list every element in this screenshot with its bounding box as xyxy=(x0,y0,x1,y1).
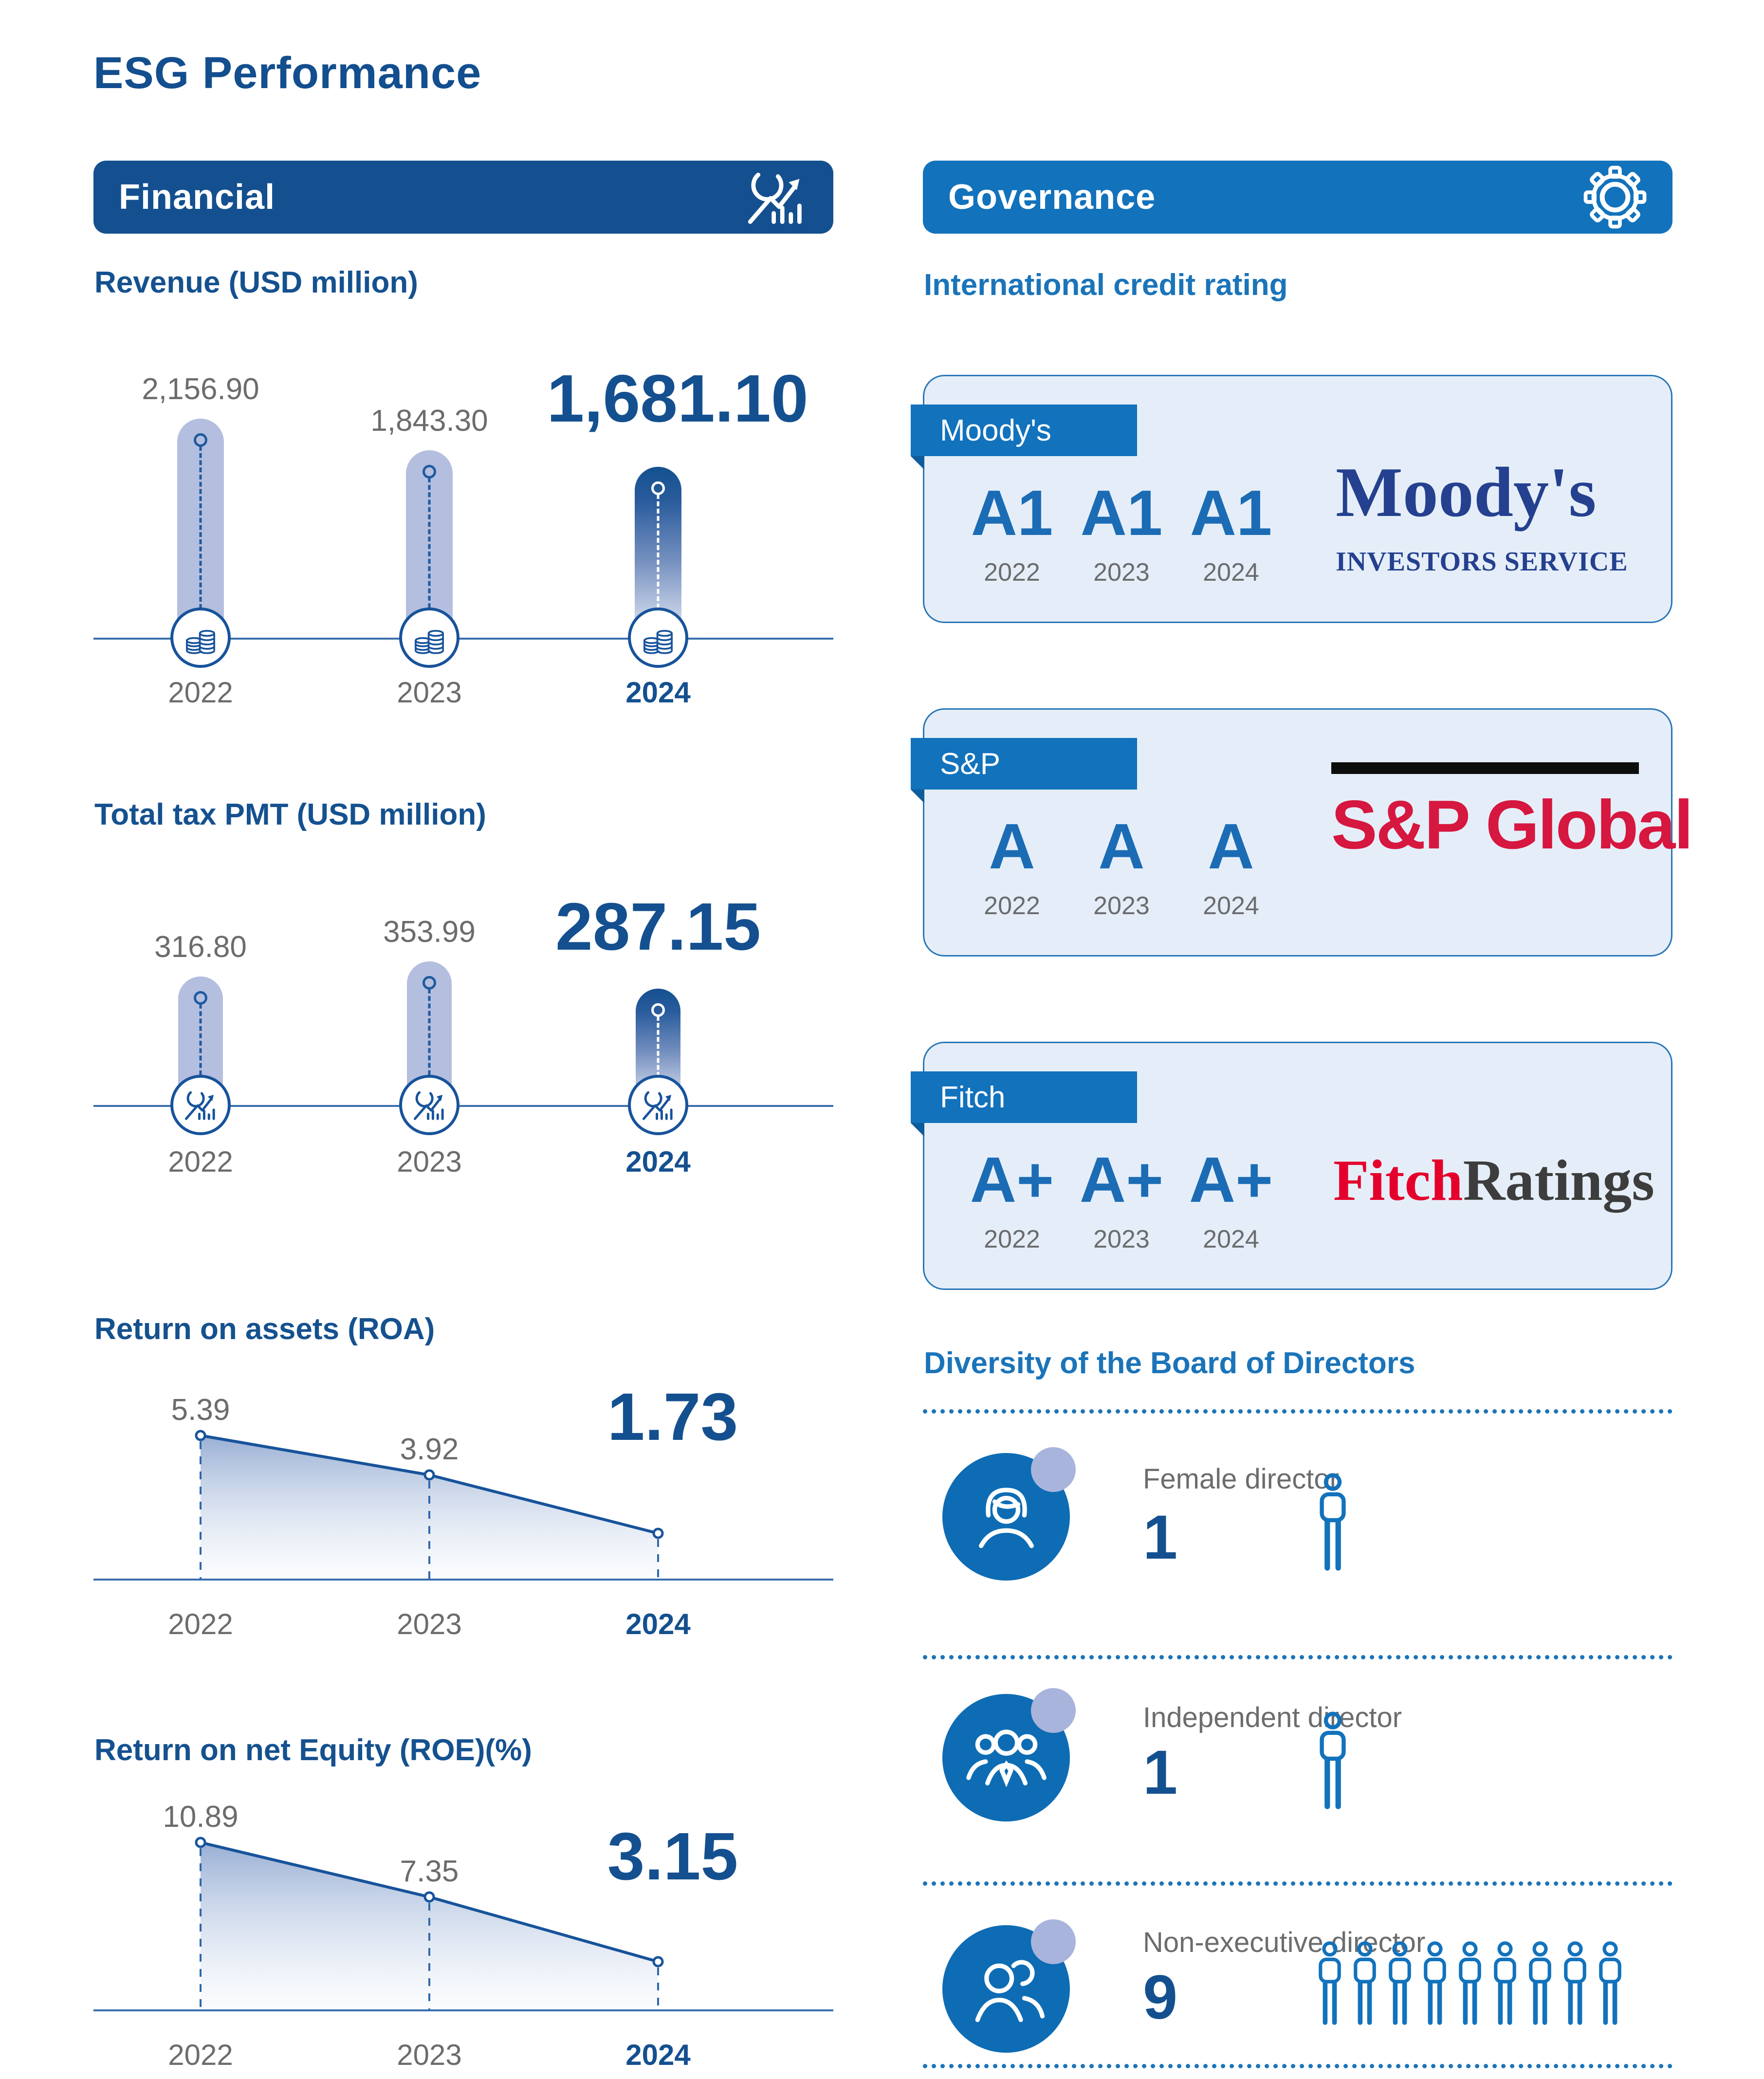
rating-year: 2023 xyxy=(1093,558,1150,587)
sp-logo-bar xyxy=(1331,762,1639,774)
pictogram-group xyxy=(1312,1711,1353,1813)
rating-card-tab-label: Fitch xyxy=(940,1080,1006,1114)
marker-circle xyxy=(170,1075,231,1135)
rating-grade-block-2022 xyxy=(959,477,1065,587)
year-label-2022: 2022 xyxy=(168,1608,233,1640)
rating-grade: A xyxy=(1098,810,1145,882)
dotted-separator xyxy=(923,1881,1672,1886)
tab-fold xyxy=(911,1123,924,1137)
value-label: 1,843.30 xyxy=(370,404,488,438)
rating-year: 2022 xyxy=(984,1225,1040,1253)
diversity-row-independent xyxy=(923,1684,1672,1859)
rating-year: 2022 xyxy=(984,558,1040,587)
year-label-2024: 2024 xyxy=(625,1145,691,1178)
rating-grade: A1 xyxy=(1190,477,1272,549)
governance-banner-label: Governance xyxy=(948,178,1156,217)
chart-revenue xyxy=(93,312,833,711)
rating-year: 2024 xyxy=(1203,1225,1259,1253)
diversity-label: Non-executive director xyxy=(1143,1927,1426,1958)
diversity-count: 1 xyxy=(1143,1738,1178,1807)
moodys-logo-wordmark: Moody's xyxy=(1336,453,1597,532)
person-icon xyxy=(1488,1941,1523,2028)
coins-icon xyxy=(183,620,219,656)
chart-title-roa: Return on assets (ROA) xyxy=(94,1312,435,1346)
marker-ring xyxy=(194,433,207,447)
diversity-row-female xyxy=(923,1443,1672,1619)
rating-year: 2024 xyxy=(1203,892,1259,920)
person-icon xyxy=(1312,1711,1353,1813)
value-label-highlight: 1.73 xyxy=(607,1380,738,1454)
tab-fold xyxy=(911,790,924,803)
person-icon xyxy=(1347,1941,1382,2028)
chart-title-revenue: Revenue (USD million) xyxy=(94,266,418,299)
value-label-highlight: 1,681.10 xyxy=(547,361,808,436)
rating-year: 2024 xyxy=(1203,558,1259,587)
marker-ring xyxy=(423,976,436,990)
rating-grade-block-2022 xyxy=(959,810,1065,920)
rating-grade-block-2024 xyxy=(1178,1144,1284,1254)
year-label-2023: 2023 xyxy=(397,2039,462,2071)
fitch-logo-part1: Fitch xyxy=(1333,1148,1463,1213)
diversity-heading: Diversity of the Board of Directors xyxy=(924,1346,1415,1380)
year-label-2022: 2022 xyxy=(168,2039,233,2071)
rating-year: 2023 xyxy=(1093,892,1150,920)
value-label: 2,156.90 xyxy=(142,372,259,406)
person-icon xyxy=(1558,1941,1593,2028)
governance-banner xyxy=(923,161,1672,234)
person-icon xyxy=(1523,1941,1558,2028)
moodys-logo xyxy=(1336,453,1628,577)
chart-roa xyxy=(93,1353,833,1645)
chart-icon xyxy=(640,1087,676,1123)
year-label-2023: 2023 xyxy=(397,1608,462,1640)
page-title: ESG Performance xyxy=(93,48,482,98)
chart-title-roe: Return on net Equity (ROE)(%) xyxy=(94,1733,532,1767)
rating-grade: A xyxy=(1208,810,1254,882)
financial-banner xyxy=(93,161,833,234)
year-label-2024: 2024 xyxy=(625,1608,691,1640)
value-label: 3.92 xyxy=(400,1433,459,1466)
financial-column xyxy=(93,0,833,2079)
marker-ring xyxy=(651,1003,665,1017)
chart-roe xyxy=(93,1774,833,2076)
marker-ring xyxy=(651,481,665,495)
avatar-accent-dot xyxy=(1031,1919,1076,1964)
diversity-label: Independent director xyxy=(1143,1702,1402,1733)
value-label: 353.99 xyxy=(383,915,476,949)
marker-ring xyxy=(194,991,207,1005)
rating-card-tab xyxy=(911,738,1137,790)
rating-grade-block-2023 xyxy=(1069,1144,1174,1254)
marker-circle xyxy=(628,607,688,668)
rating-grade-block-2024 xyxy=(1178,477,1284,587)
diversity-count: 1 xyxy=(1143,1503,1178,1572)
moodys-logo-subtext: INVESTORS SERVICE xyxy=(1336,547,1628,577)
coins-icon xyxy=(411,620,447,656)
governance-column xyxy=(923,0,1692,2079)
rating-card-moodys xyxy=(923,375,1672,623)
pictogram-group xyxy=(1312,1472,1353,1575)
coins-icon xyxy=(640,620,676,656)
rating-grade: A1 xyxy=(971,477,1053,549)
dotted-separator xyxy=(923,1655,1672,1659)
value-label-highlight: 3.15 xyxy=(607,1819,738,1894)
rating-grade-block-2024 xyxy=(1178,810,1284,920)
chart-tax xyxy=(93,842,833,1183)
fitch-ratings-logo xyxy=(1333,1148,1655,1213)
rating-year: 2023 xyxy=(1093,1225,1150,1253)
credit-rating-heading: International credit rating xyxy=(924,268,1288,302)
gear-icon xyxy=(1583,165,1647,229)
rating-card-tab-label: S&P xyxy=(940,747,1001,781)
rating-grade-block-2023 xyxy=(1069,477,1174,587)
marker-circle xyxy=(399,1075,459,1135)
marker-circle xyxy=(628,1075,688,1135)
rating-card-fitch xyxy=(923,1042,1672,1290)
year-label-2023: 2023 xyxy=(397,676,462,709)
avatar-accent-dot xyxy=(1031,1447,1076,1492)
chart-icon xyxy=(183,1087,219,1123)
person-icon xyxy=(1452,1941,1488,2028)
value-label: 5.39 xyxy=(171,1393,230,1427)
year-label-2024: 2024 xyxy=(625,2039,691,2071)
avatar-accent-dot xyxy=(1031,1688,1076,1733)
value-label: 316.80 xyxy=(154,930,247,964)
rating-card-sp xyxy=(923,708,1692,957)
sp-logo-wordmark: S&P Global xyxy=(1331,786,1692,864)
rating-grade: A xyxy=(989,810,1035,882)
rating-card-tab xyxy=(911,405,1137,456)
financial-banner-label: Financial xyxy=(119,178,276,217)
rating-card-tab xyxy=(911,1071,1137,1123)
person-icon xyxy=(1417,1941,1452,2028)
year-label-2022: 2022 xyxy=(168,676,233,709)
rating-grade: A+ xyxy=(1079,1144,1164,1215)
tab-fold xyxy=(911,456,924,470)
rating-grade: A+ xyxy=(1189,1144,1273,1215)
value-label: 7.35 xyxy=(400,1855,459,1888)
marker-circle xyxy=(399,607,459,668)
chart-icon xyxy=(411,1087,447,1123)
person-icon xyxy=(1312,1472,1353,1575)
gear-icon xyxy=(1583,165,1647,229)
fitch-logo-wordmark xyxy=(1333,1148,1655,1213)
growth-chart-icon xyxy=(744,165,808,229)
diversity-label: Female director xyxy=(1143,1463,1339,1495)
person-icon xyxy=(1593,1941,1628,2028)
marker-circle xyxy=(170,607,231,668)
person-icon xyxy=(1382,1941,1417,2028)
chart-icon xyxy=(744,165,808,229)
diversity-count: 9 xyxy=(1143,1963,1178,2032)
rating-grade: A1 xyxy=(1080,477,1163,549)
person-icon xyxy=(1312,1941,1347,2028)
year-label-2023: 2023 xyxy=(397,1145,462,1178)
rating-card-tab-label: Moody's xyxy=(940,413,1051,447)
marker-ring xyxy=(423,465,436,478)
bar-2022 xyxy=(177,419,224,638)
value-label: 10.89 xyxy=(163,1800,239,1834)
chart-title-tax: Total tax PMT (USD million) xyxy=(94,798,486,831)
rating-grade-block-2022 xyxy=(959,1144,1065,1254)
fitch-logo-part2: Ratings xyxy=(1463,1148,1655,1213)
rating-grade: A+ xyxy=(970,1144,1054,1215)
year-label-2024: 2024 xyxy=(625,676,691,709)
pictogram-group xyxy=(1312,1941,1628,2028)
rating-grade-block-2023 xyxy=(1069,810,1174,920)
sp-global-logo xyxy=(1331,762,1692,864)
value-label-highlight: 287.15 xyxy=(555,889,761,964)
rating-year: 2022 xyxy=(984,892,1040,920)
diversity-row-group xyxy=(923,1915,1672,2079)
year-label-2022: 2022 xyxy=(168,1145,233,1178)
dotted-separator xyxy=(923,1409,1672,1414)
